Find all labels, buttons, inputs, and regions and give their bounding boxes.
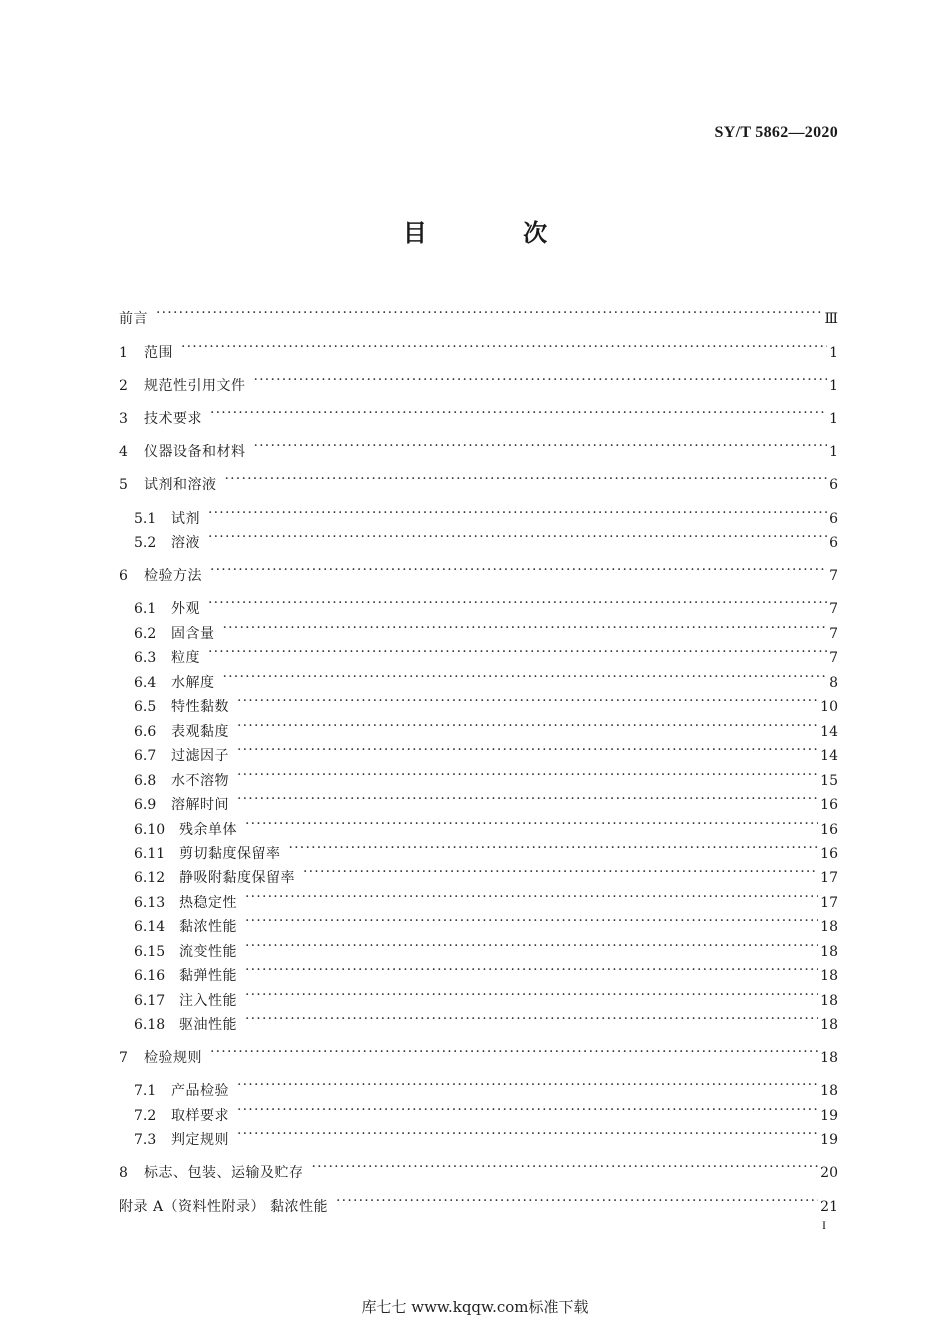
toc-entry-number: 6.1 — [134, 601, 157, 617]
toc-entry-page: 19 — [820, 1108, 838, 1124]
dot-leader — [237, 789, 818, 809]
toc-entry[interactable] — [134, 862, 838, 888]
toc-entry[interactable] — [134, 960, 838, 986]
toc-entry-page: 18 — [820, 968, 838, 984]
toc-entry[interactable] — [134, 887, 838, 913]
toc-entry-label: 驱油性能 — [179, 1017, 237, 1033]
toc-entry[interactable] — [134, 740, 838, 766]
toc-entry-label: 技术要求 — [144, 411, 202, 427]
toc-entry-number: 6.14 — [134, 919, 166, 935]
dot-leader — [237, 740, 818, 760]
toc-entry-page: 17 — [820, 870, 838, 886]
toc-entry-number: 3 — [119, 411, 128, 427]
toc-entry-page: 15 — [820, 773, 838, 789]
toc-entry-number: 8 — [119, 1165, 128, 1181]
toc-entry-label: 黏浓性能 — [179, 919, 237, 935]
toc-entry[interactable] — [134, 1009, 838, 1035]
toc-entry[interactable] — [134, 691, 838, 717]
dot-leader — [245, 814, 818, 834]
dot-leader — [181, 337, 827, 357]
toc-entry-page: 8 — [829, 675, 838, 691]
dot-leader — [303, 862, 818, 882]
dot-leader — [237, 691, 818, 711]
toc-entry-number: 6.18 — [134, 1017, 166, 1033]
toc-entry-label: 热稳定性 — [179, 895, 237, 911]
toc-entry-label: 粒度 — [171, 650, 200, 666]
dot-leader — [208, 527, 827, 547]
toc-entry-label: 判定规则 — [171, 1132, 229, 1148]
toc-entry-label: 表观黏度 — [171, 724, 229, 740]
toc-entry-number: 6.3 — [134, 650, 157, 666]
toc-entry-number: 6.17 — [134, 993, 166, 1009]
dot-leader — [254, 436, 828, 456]
dot-leader — [208, 593, 827, 613]
toc-entry-number: 7.3 — [134, 1132, 157, 1148]
dot-leader — [210, 1042, 818, 1062]
toc-entry-label: 溶液 — [171, 535, 200, 551]
toc-entry-label: 取样要求 — [171, 1108, 229, 1124]
toc-entry-page: 19 — [820, 1132, 838, 1148]
toc-entry-page: 21 — [820, 1199, 838, 1215]
toc-entry-number: 7 — [119, 1050, 128, 1066]
dot-leader — [225, 469, 828, 489]
toc-entry-number: 4 — [119, 444, 128, 460]
dot-leader — [312, 1157, 819, 1177]
toc-entry[interactable] — [119, 1191, 838, 1217]
toc-entry[interactable] — [119, 436, 838, 462]
dot-leader — [208, 503, 827, 523]
toc-entry-number: 6.2 — [134, 626, 157, 642]
toc-entry-number: 7.2 — [134, 1108, 157, 1124]
dot-leader — [245, 911, 818, 931]
toc-entry-label: 检验规则 — [144, 1050, 202, 1066]
toc-entry[interactable] — [134, 985, 838, 1011]
dot-leader — [245, 1009, 818, 1029]
toc-entry-label: 检验方法 — [144, 568, 202, 584]
toc-entry[interactable] — [134, 1075, 838, 1101]
dot-leader — [237, 716, 818, 736]
toc-entry-page: 6 — [829, 511, 838, 527]
toc-entry[interactable] — [134, 1100, 838, 1126]
toc-entry-page: 6 — [829, 477, 838, 493]
toc-entry-number: 6.5 — [134, 699, 157, 715]
toc-entry-number: 6.13 — [134, 895, 166, 911]
dot-leader — [237, 765, 818, 785]
toc-entry-number: 2 — [119, 378, 128, 394]
toc-entry-label: 试剂和溶液 — [144, 477, 217, 493]
toc-entry-page: 7 — [829, 568, 838, 584]
toc-entry-label: 注入性能 — [179, 993, 237, 1009]
toc-entry-label: 剪切黏度保留率 — [179, 846, 281, 862]
toc-entry-label: 附录 A（资料性附录） 黏浓性能 — [119, 1199, 329, 1215]
toc-entry-page: 14 — [820, 748, 838, 764]
toc-entry[interactable] — [134, 618, 838, 644]
dot-leader — [336, 1191, 818, 1211]
toc-entry-number: 6.6 — [134, 724, 157, 740]
toc-entry-label: 溶解时间 — [171, 797, 229, 813]
toc-entry-label: 固含量 — [171, 626, 215, 642]
toc-entry[interactable] — [134, 593, 838, 619]
toc-entry[interactable] — [134, 527, 838, 553]
toc-entry[interactable] — [119, 370, 838, 396]
toc-entry-number: 6.15 — [134, 944, 166, 960]
toc-entry[interactable] — [134, 1124, 838, 1150]
toc-entry-page: 20 — [820, 1165, 838, 1181]
dot-leader — [245, 887, 818, 907]
toc-entry-number: 6.10 — [134, 822, 166, 838]
dot-leader — [254, 370, 828, 390]
toc-entry-number: 5 — [119, 477, 128, 493]
toc-entry-label: 前言 — [119, 311, 148, 327]
dot-leader — [237, 1124, 818, 1144]
toc-entry-page: 7 — [829, 626, 838, 642]
dot-leader — [245, 985, 818, 1005]
toc-entry[interactable] — [134, 838, 838, 864]
toc-entry[interactable] — [134, 936, 838, 962]
toc-entry[interactable] — [119, 1042, 838, 1068]
dot-leader — [210, 560, 827, 580]
dot-leader — [223, 618, 828, 638]
toc-entry-label: 流变性能 — [179, 944, 237, 960]
toc-entry-page: 18 — [820, 993, 838, 1009]
toc-entry-number: 5.2 — [134, 535, 157, 551]
toc-entry-number: 6.8 — [134, 773, 157, 789]
toc-entry-page: 17 — [820, 895, 838, 911]
toc-entry-page: 16 — [820, 797, 838, 813]
dot-leader — [289, 838, 819, 858]
toc-entry-label: 黏弹性能 — [179, 968, 237, 984]
dot-leader — [237, 1100, 818, 1120]
dot-leader — [245, 936, 818, 956]
toc-entry-label: 规范性引用文件 — [144, 378, 246, 394]
toc-entry-page: 7 — [829, 650, 838, 666]
toc-entry-number: 6.12 — [134, 870, 166, 886]
toc-entry[interactable] — [134, 765, 838, 791]
toc-entry-label: 试剂 — [171, 511, 200, 527]
toc-entry-number: 6.16 — [134, 968, 166, 984]
dot-leader — [208, 642, 827, 662]
toc-entry-label: 范围 — [144, 345, 173, 361]
toc-entry[interactable] — [119, 337, 838, 363]
toc-entry-page: 1 — [829, 411, 838, 427]
toc-entry-page: 18 — [820, 944, 838, 960]
toc-entry[interactable] — [119, 303, 838, 329]
toc-entry-number: 6.9 — [134, 797, 157, 813]
toc-entry-label: 特性黏数 — [171, 699, 229, 715]
toc-entry-label: 水不溶物 — [171, 773, 229, 789]
toc-entry-number: 6.7 — [134, 748, 157, 764]
toc-entry-label: 产品检验 — [171, 1083, 229, 1099]
toc-entry[interactable] — [134, 814, 838, 840]
toc-entry-label: 标志、包装、运输及贮存 — [144, 1165, 304, 1181]
toc-entry-page: 18 — [820, 1050, 838, 1066]
toc-entry-number: 7.1 — [134, 1083, 157, 1099]
toc-entry-page: 18 — [820, 1017, 838, 1033]
toc-entry[interactable] — [134, 789, 838, 815]
toc-entry-number: 6 — [119, 568, 128, 584]
toc-entry-label: 外观 — [171, 601, 200, 617]
toc-entry-page: 18 — [820, 1083, 838, 1099]
toc-entry-page: 7 — [829, 601, 838, 617]
toc-entry[interactable] — [134, 716, 838, 742]
toc-entry-label: 残余单体 — [179, 822, 237, 838]
toc-entry-page: 1 — [829, 378, 838, 394]
dot-leader — [156, 303, 822, 323]
dot-leader — [210, 403, 827, 423]
toc-entry-page: 16 — [820, 822, 838, 838]
toc-entry-page: 10 — [820, 699, 838, 715]
toc-entry-number: 1 — [119, 345, 128, 361]
toc-entry[interactable] — [119, 469, 838, 495]
toc-entry-number: 6.11 — [134, 846, 166, 862]
toc-entry-page: 1 — [829, 345, 838, 361]
toc-entry-number: 5.1 — [134, 511, 157, 527]
page-number: I — [822, 1218, 826, 1232]
toc-entry[interactable] — [134, 667, 838, 693]
toc-entry[interactable] — [119, 560, 838, 586]
toc-entry[interactable] — [134, 503, 838, 529]
toc-entry-number: 6.4 — [134, 675, 157, 691]
toc-entry-label: 静吸附黏度保留率 — [179, 870, 295, 886]
toc-entry-label: 水解度 — [171, 675, 215, 691]
dot-leader — [223, 667, 828, 687]
toc-entry-label: 仪器设备和材料 — [144, 444, 246, 460]
toc-entry-label: 过滤因子 — [171, 748, 229, 764]
toc-entry-page: 6 — [829, 535, 838, 551]
toc-entry-page: 18 — [820, 919, 838, 935]
page-title: 目 次 — [402, 219, 592, 247]
toc-entry[interactable] — [119, 403, 838, 429]
toc-entry[interactable] — [134, 911, 838, 937]
toc-entry[interactable] — [119, 1157, 838, 1183]
toc-entry[interactable] — [134, 642, 838, 668]
toc-entry-page: 14 — [820, 724, 838, 740]
footer-watermark: 库七七 www.kqqw.com标准下载 — [361, 1298, 589, 1316]
standard-code: SY/T 5862—2020 — [714, 124, 838, 141]
dot-leader — [245, 960, 818, 980]
toc-entry-page: 1 — [829, 444, 838, 460]
toc-entry-page: Ⅲ — [824, 311, 838, 327]
toc-entry-page: 16 — [820, 846, 838, 862]
dot-leader — [237, 1075, 818, 1095]
